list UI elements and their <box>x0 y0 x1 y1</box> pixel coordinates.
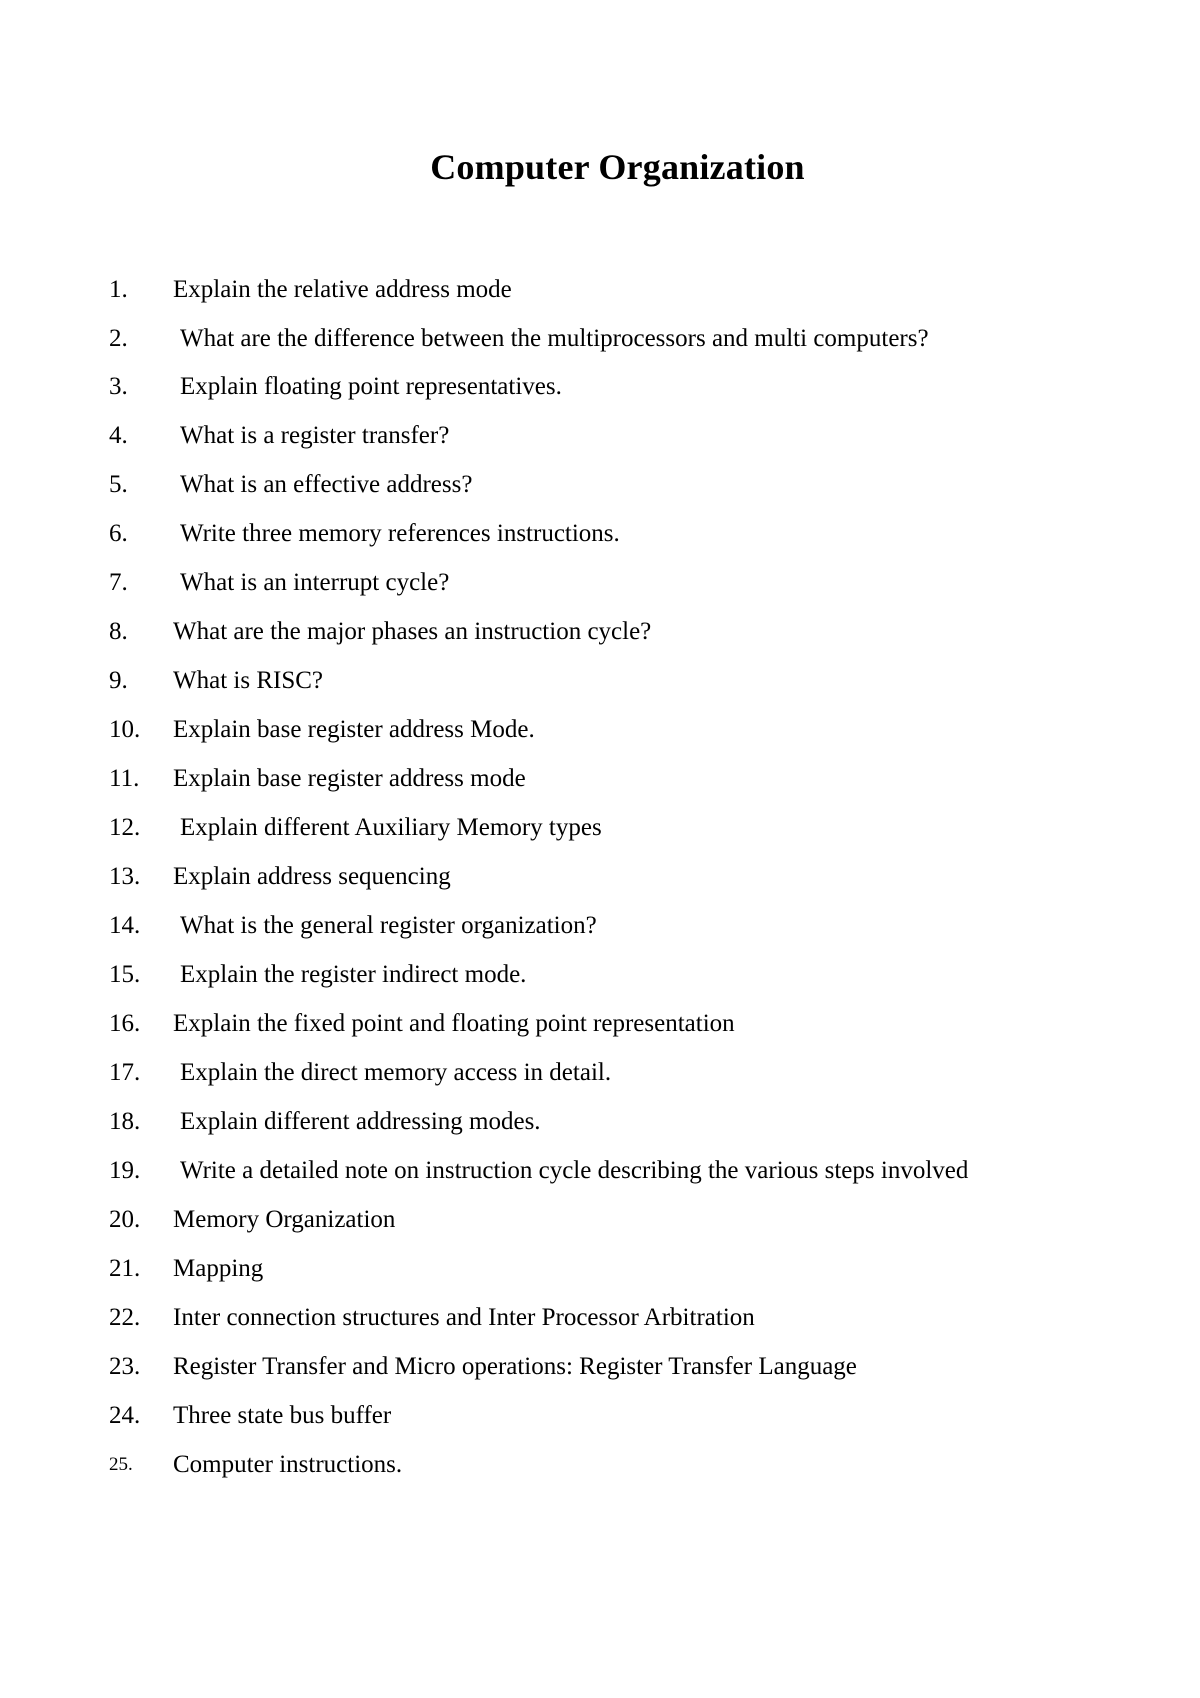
question-item <box>0 321 1150 357</box>
question-item <box>0 614 1150 650</box>
question-item <box>0 761 1150 797</box>
question-text: Write three memory references instructions. <box>180 520 620 547</box>
question-text: What is RISC? <box>173 667 323 694</box>
question-text: Explain the register indirect mode. <box>180 961 527 988</box>
question-item <box>0 1202 1150 1238</box>
question-number: 25. <box>109 1454 133 1475</box>
question-item <box>0 565 1150 601</box>
question-item <box>0 1006 1150 1042</box>
question-item <box>0 272 1150 308</box>
question-text: What is the general register organization? <box>180 912 597 939</box>
question-number: 2. <box>109 325 128 352</box>
question-text: Explain different Auxiliary Memory types <box>180 814 602 841</box>
question-item <box>0 957 1150 993</box>
question-item <box>0 516 1150 552</box>
question-text: Explain different addressing modes. <box>180 1108 541 1135</box>
question-text: Three state bus buffer <box>173 1402 392 1429</box>
page-title: Computer Organization <box>430 147 805 187</box>
question-item <box>0 1300 1150 1336</box>
question-text: Explain address sequencing <box>173 863 451 890</box>
question-number: 14. <box>109 912 141 939</box>
question-number: 8. <box>109 618 128 645</box>
question-text: Memory Organization <box>173 1206 396 1233</box>
question-item <box>0 908 1150 944</box>
question-number: 22. <box>109 1304 141 1331</box>
question-item <box>0 1104 1150 1140</box>
question-text: Register Transfer and Micro operations: Register Transfer Language <box>173 1353 857 1380</box>
question-number: 10. <box>109 716 141 743</box>
question-item <box>0 1055 1150 1091</box>
question-text: What are the difference between the multiprocessors and multi computers? <box>180 325 929 352</box>
question-item <box>0 663 1150 699</box>
question-number: 5. <box>109 471 128 498</box>
question-text: Explain floating point representatives. <box>180 373 562 400</box>
question-number: 19. <box>109 1157 141 1184</box>
question-item <box>0 1349 1150 1385</box>
question-item <box>0 1251 1150 1287</box>
question-item <box>0 1153 1150 1189</box>
question-number: 11. <box>109 765 140 792</box>
question-item <box>0 1447 1150 1483</box>
question-item <box>0 810 1150 846</box>
question-text: What is an effective address? <box>180 471 473 498</box>
question-number: 24. <box>109 1402 141 1429</box>
question-text: Inter connection structures and Inter Processor Arbitration <box>173 1304 755 1331</box>
question-text: Computer instructions. <box>173 1451 403 1478</box>
question-item <box>0 467 1150 503</box>
question-number: 3. <box>109 373 128 400</box>
question-item <box>0 1398 1150 1434</box>
question-number: 18. <box>109 1108 141 1135</box>
question-text: Mapping <box>173 1255 264 1282</box>
question-number: 17. <box>109 1059 141 1086</box>
question-number: 13. <box>109 863 141 890</box>
question-number: 6. <box>109 520 128 547</box>
question-item <box>0 712 1150 748</box>
question-number: 21. <box>109 1255 141 1282</box>
question-number: 16. <box>109 1010 141 1037</box>
question-text: Explain the fixed point and floating point representation <box>173 1010 735 1037</box>
question-item <box>0 859 1150 895</box>
question-text: Write a detailed note on instruction cycle describing the various steps involved <box>180 1157 969 1184</box>
question-item <box>0 418 1150 454</box>
question-text: Explain base register address Mode. <box>173 716 535 743</box>
question-text: What is a register transfer? <box>180 422 450 449</box>
question-number: 15. <box>109 961 141 988</box>
question-text: What are the major phases an instruction cycle? <box>173 618 652 645</box>
question-text: Explain the direct memory access in detail. <box>180 1059 612 1086</box>
question-number: 4. <box>109 422 128 449</box>
question-number: 7. <box>109 569 128 596</box>
question-number: 20. <box>109 1206 141 1233</box>
question-text: Explain the relative address mode <box>173 276 512 303</box>
question-number: 9. <box>109 667 128 694</box>
question-text: Explain base register address mode <box>173 765 526 792</box>
question-number: 1. <box>109 276 128 303</box>
question-item <box>0 369 1150 405</box>
question-number: 12. <box>109 814 141 841</box>
question-text: What is an interrupt cycle? <box>180 569 450 596</box>
question-number: 23. <box>109 1353 141 1380</box>
